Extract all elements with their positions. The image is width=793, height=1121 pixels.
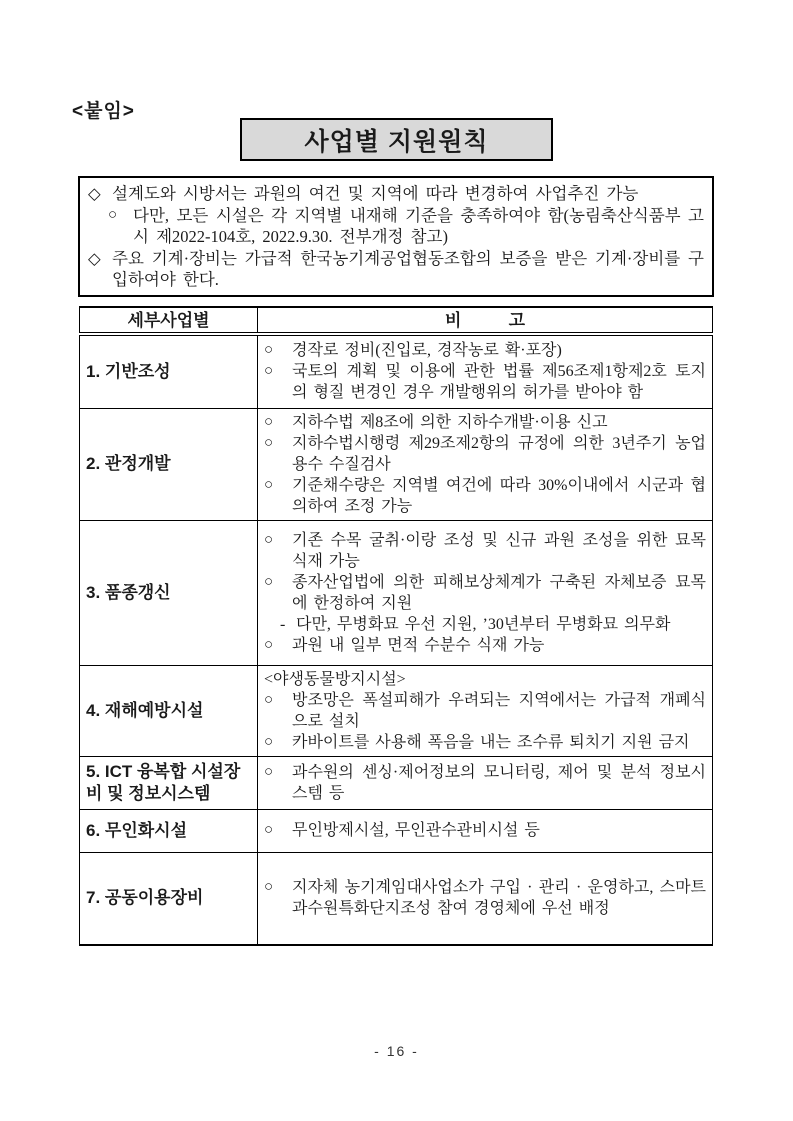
note-item: [264, 669, 706, 690]
note-subitem: [280, 614, 706, 635]
circle-bullet-icon: ○: [264, 363, 274, 380]
row-notes: [258, 809, 713, 852]
note-item: [264, 412, 706, 433]
note-text: <야생동물방지시설>: [264, 670, 406, 688]
table-header-note: 비 고: [258, 307, 713, 334]
page-title: 사업별 지원원칙: [240, 118, 553, 161]
note-text: 국토의 계획 및 이용에 관한 법률 제56조제1항제2호 토지의 형질 변경인 경우 개발행위의 허가를 받아야 함: [292, 363, 706, 402]
row-category: 7. 공동이용장비: [80, 852, 258, 945]
table-row: [80, 408, 713, 520]
support-principles-table: [79, 306, 713, 946]
circle-bullet-icon: ○: [108, 206, 118, 223]
note-item: [264, 475, 706, 517]
table-row: [80, 334, 713, 408]
circle-bullet-icon: ○: [264, 879, 274, 896]
row-notes: [258, 520, 713, 665]
row-notes: [258, 852, 713, 945]
note-text: 다만, 무병화묘 우선 지원, ’30년부터 무병화묘 의무화: [296, 615, 671, 633]
row-category: 5. ICT 융복합 시설장비 및 정보시스템: [80, 756, 258, 809]
note-text: 카바이트를 사용해 폭음을 내는 조수류 퇴치기 지원 금지: [292, 733, 690, 751]
note-text: 경작로 정비(진입로, 경작농로 확·포장): [292, 342, 562, 360]
circle-bullet-icon: ○: [264, 573, 274, 590]
note-item: [264, 635, 706, 656]
note-text: 종자산업법에 의한 피해보상체계가 구축된 자체보증 묘목에 한정하여 지원: [292, 573, 706, 612]
attachment-label: <붙임>: [72, 101, 135, 122]
notice-item: [88, 183, 704, 205]
note-item: [264, 877, 706, 919]
note-item: [264, 530, 706, 572]
note-text: 지자체 농기계임대사업소가 구입 · 관리 · 운영하고, 스마트과수원특화단지조성 참여 경영체에 우선 배정: [292, 879, 706, 918]
circle-bullet-icon: ○: [264, 531, 274, 548]
circle-bullet-icon: ○: [264, 636, 274, 653]
table-row: [80, 852, 713, 945]
page-number: - 16 -: [374, 1043, 419, 1059]
dash-bullet-icon: -: [280, 615, 286, 633]
note-text: 방조망은 폭설피해가 우려되는 지역에서는 가급적 개폐식으로 설치: [292, 691, 706, 730]
row-category: 4. 재해예방시설: [80, 665, 258, 756]
row-notes: [258, 665, 713, 756]
diamond-bullet-icon: ◇: [88, 248, 101, 268]
row-notes: [258, 334, 713, 408]
circle-bullet-icon: ○: [264, 476, 274, 493]
row-category: 6. 무인화시설: [80, 809, 258, 852]
note-item: [264, 340, 706, 361]
table-header-row: [80, 307, 713, 334]
table-row: [80, 520, 713, 665]
row-category: 1. 기반조성: [80, 334, 258, 408]
circle-bullet-icon: ○: [264, 434, 274, 451]
circle-bullet-icon: ○: [264, 342, 274, 359]
circle-bullet-icon: ○: [264, 822, 274, 838]
note-item: [264, 572, 706, 614]
note-item: [264, 820, 706, 841]
note-item: [264, 361, 706, 403]
circle-bullet-icon: ○: [264, 691, 274, 708]
note-text: 무인방제시설, 무인관수관비시설 등: [292, 822, 540, 839]
note-text: 기준채수량은 지역별 여건에 따라 30%이내에서 시군과 협의하여 조정 가능: [292, 476, 706, 515]
diamond-bullet-icon: ◇: [88, 184, 101, 203]
row-notes: [258, 408, 713, 520]
notice-item: [108, 205, 704, 248]
note-item: [264, 433, 706, 475]
table-row: [80, 665, 713, 756]
row-notes: [258, 756, 713, 809]
notice-text: 주요 기계·장비는 가급적 한국농기계공업협동조합의 보증을 받은 기계·장비를 구입하여야 한다.: [112, 248, 704, 289]
row-category: 2. 관정개발: [80, 408, 258, 520]
row-category: 3. 품종갱신: [80, 520, 258, 665]
note-text: 기존 수목 굴취·이랑 조성 및 신규 과원 조성을 위한 묘목 식재 가능: [292, 531, 706, 570]
table-header-category: 세부사업별: [80, 307, 258, 334]
note-item: [264, 690, 706, 732]
note-item: [264, 762, 706, 804]
note-text: 지하수법 제8조에 의한 지하수개발·이용 신고: [292, 413, 608, 431]
notice-text: 다만, 모든 시설은 각 지역별 내재해 기준을 충족하여야 함(농림축산식품부 고시 제2022-104호, 2022.9.30. 전부개정 참고): [133, 205, 704, 246]
note-text: 과원 내 일부 면적 수분수 식재 가능: [292, 636, 545, 654]
note-item: [264, 732, 706, 753]
table-row: [80, 756, 713, 809]
note-text: 지하수법시행령 제29조제2항의 규정에 의한 3년주기 농업용수 수질검사: [292, 434, 706, 473]
circle-bullet-icon: ○: [264, 413, 274, 430]
circle-bullet-icon: ○: [264, 763, 274, 780]
note-text: 과수원의 센싱·제어정보의 모니터링, 제어 및 분석 정보시스템 등: [292, 763, 706, 802]
circle-bullet-icon: ○: [264, 733, 274, 750]
notice-item: [88, 248, 704, 291]
notice-box: [78, 176, 714, 297]
table-row: [80, 809, 713, 852]
notice-text: 설계도와 시방서는 과원의 여건 및 지역에 따라 변경하여 사업추진 가능: [112, 184, 639, 203]
